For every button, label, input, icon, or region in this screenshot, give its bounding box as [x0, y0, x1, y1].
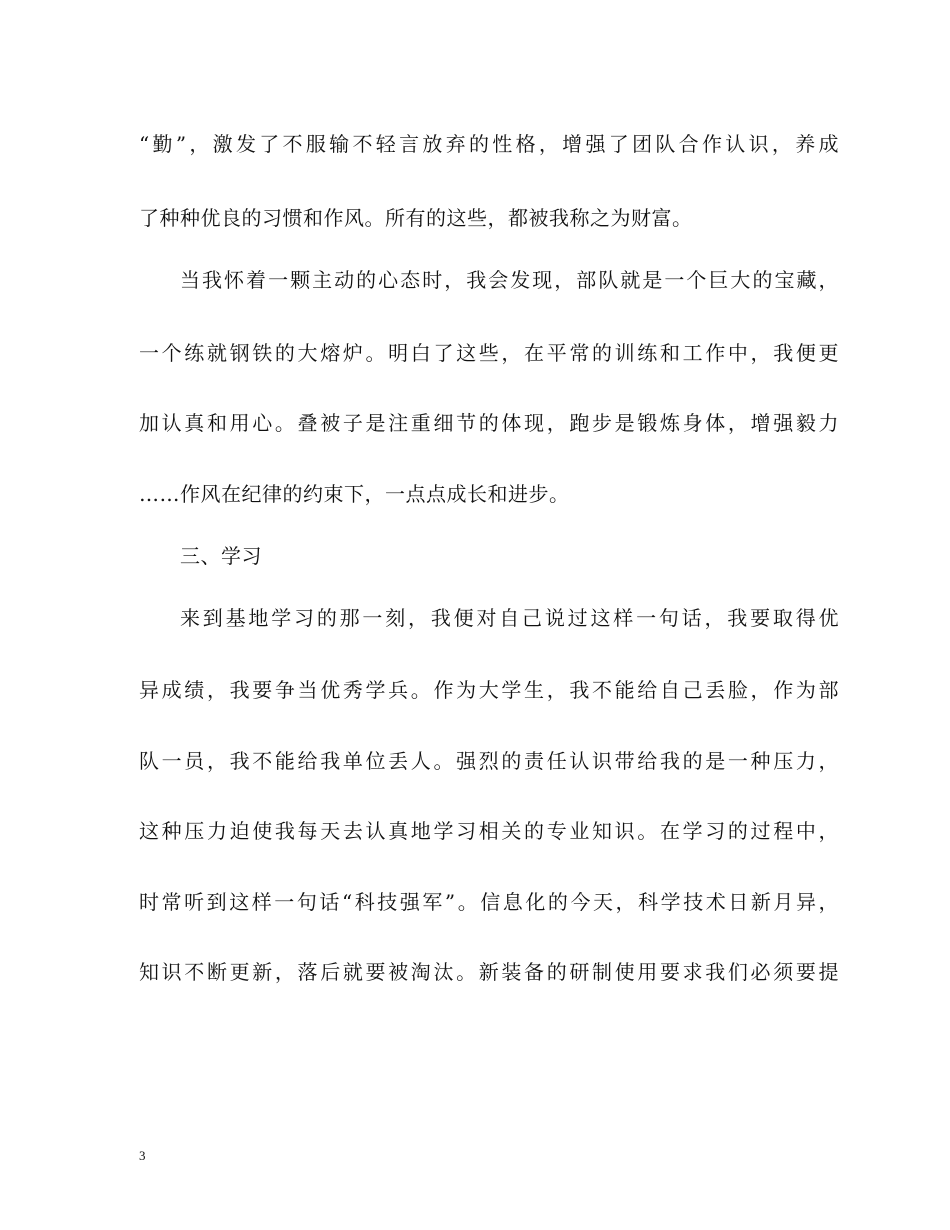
paragraph-line: 了种种优良的习惯和作风。所有的这些，都被我称之为财富。: [139, 206, 693, 230]
paragraph-line: “勤”，激发了不服输不轻言放弃的性格，增强了团队合作认识，养成: [139, 132, 839, 156]
paragraph-line: 当我怀着一颗主动的心态时，我会发现，部队就是一个巨大的宝藏，: [180, 268, 839, 292]
paragraph-line: 队一员，我不能给我单位丢人。强烈的责任认识带给我的是一种压力，: [139, 749, 839, 773]
paragraph-line: 时常听到这样一句话“科技强军”。信息化的今天，科学技术日新月异，: [139, 890, 839, 914]
paragraph-line: 加认真和用心。叠被子是注重细节的体现，跑步是锻炼身体，增强毅力: [139, 411, 839, 435]
section-heading: 三、学习: [180, 544, 262, 568]
paragraph-line: ……作风在纪律的约束下，一点点成长和进步。: [139, 482, 570, 506]
paragraph-line: 知识不断更新，落后就要被淘汰。新装备的研制使用要求我们必须要提: [139, 960, 839, 984]
page-number: 3: [139, 1148, 146, 1163]
paragraph-line: 这种压力迫使我每天去认真地学习相关的专业知识。在学习的过程中，: [139, 819, 839, 843]
paragraph-line: 一个练就钢铁的大熔炉。明白了这些，在平常的训练和工作中，我便更: [139, 341, 839, 365]
paragraph-line: 来到基地学习的那一刻，我便对自己说过这样一句话，我要取得优: [180, 606, 839, 630]
paragraph-line: 异成绩，我要争当优秀学兵。作为大学生，我不能给自己丢脸，作为部: [139, 678, 839, 702]
